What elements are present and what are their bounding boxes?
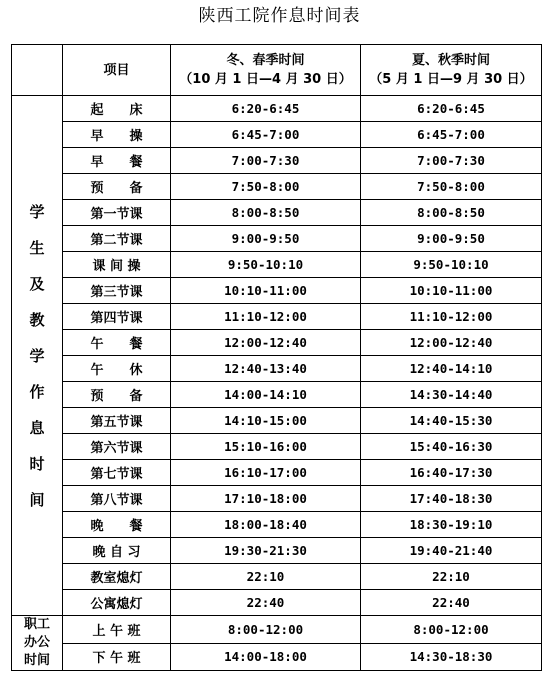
item-cell: 起 床 [63,96,171,122]
winter-time-cell: 9:50-10:10 [171,252,361,278]
winter-time-cell: 14:00-14:10 [171,382,361,408]
table-row [12,174,542,200]
winter-time-cell: 6:20-6:45 [171,96,361,122]
winter-time-cell: 14:10-15:00 [171,408,361,434]
summer-time-cell: 7:00-7:30 [361,148,542,174]
winter-time-cell: 11:10-12:00 [171,304,361,330]
header-summer-title: 夏、秋季时间 [411,53,490,68]
item-cell: 午 餐 [63,330,171,356]
summer-time-cell: 8:00-12:00 [361,616,542,644]
group-students-char: 时 [29,454,45,473]
group-students-char: 教 [29,310,45,329]
summer-time-cell: 6:45-7:00 [361,122,542,148]
table-row [12,460,542,486]
item-cell: 第二节课 [63,226,171,252]
table-row [12,278,542,304]
winter-time-cell: 22:10 [171,564,361,590]
winter-time-cell: 8:00-12:00 [171,616,361,644]
summer-time-cell: 22:40 [361,590,542,616]
summer-time-cell: 16:40-17:30 [361,460,542,486]
table-row [12,200,542,226]
winter-time-cell: 9:00-9:50 [171,226,361,252]
winter-time-cell: 15:10-16:00 [171,434,361,460]
item-cell: 公寓熄灯 [63,590,171,616]
summer-time-cell: 6:20-6:45 [361,96,542,122]
table-row [12,643,542,671]
group-students-char: 息 [29,418,45,437]
item-cell: 课 间 操 [63,252,171,278]
group-students-char: 及 [29,274,45,293]
item-cell: 预 备 [63,174,171,200]
winter-time-cell: 12:40-13:40 [171,356,361,382]
header-winter-range: （10 月 1 日—4 月 30 日） [179,72,352,87]
summer-time-cell: 12:00-12:40 [361,330,542,356]
summer-time-cell: 11:10-12:00 [361,304,542,330]
group-students-char: 生 [29,238,45,257]
item-cell: 预 备 [63,382,171,408]
group-students-char: 作 [29,382,45,401]
item-cell: 晚 自 习 [63,538,171,564]
winter-time-cell: 22:40 [171,590,361,616]
summer-time-cell: 9:50-10:10 [361,252,542,278]
schedule-table [11,44,542,671]
summer-time-cell: 17:40-18:30 [361,486,542,512]
item-cell: 第五节课 [63,408,171,434]
item-cell: 第八节课 [63,486,171,512]
item-cell: 午 休 [63,356,171,382]
summer-time-cell: 22:10 [361,564,542,590]
item-cell: 第四节课 [63,304,171,330]
winter-time-cell: 18:00-18:40 [171,512,361,538]
winter-time-cell: 7:00-7:30 [171,148,361,174]
table-row [12,408,542,434]
page-title: 陕西工院作息时间表 [198,6,361,26]
schedule-body [12,45,542,671]
winter-time-cell: 14:00-18:00 [171,643,361,671]
item-cell: 教室熄灯 [63,564,171,590]
summer-time-cell: 9:00-9:50 [361,226,542,252]
header-group-blank [12,45,63,96]
table-row [12,590,542,616]
group-label-students [12,96,63,616]
group-students-char: 学 [29,202,45,221]
winter-time-cell: 12:00-12:40 [171,330,361,356]
group-students-char: 学 [29,346,45,365]
summer-time-cell: 12:40-14:10 [361,356,542,382]
table-row [12,226,542,252]
item-cell: 早 操 [63,122,171,148]
header-summer [361,45,542,96]
table-row [12,486,542,512]
summer-time-cell: 7:50-8:00 [361,174,542,200]
summer-time-cell: 10:10-11:00 [361,278,542,304]
summer-time-cell: 8:00-8:50 [361,200,542,226]
table-row [12,564,542,590]
group-label-staff [12,616,63,671]
item-cell: 上 午 班 [63,616,171,644]
item-cell: 第七节课 [63,460,171,486]
table-row [12,148,542,174]
table-row [12,96,542,122]
header-item: 项目 [63,45,171,96]
table-row [12,252,542,278]
winter-time-cell: 10:10-11:00 [171,278,361,304]
item-cell: 第六节课 [63,434,171,460]
table-row [12,512,542,538]
header-summer-range: （5 月 1 日—9 月 30 日） [369,72,533,87]
item-cell: 第一节课 [63,200,171,226]
summer-time-cell: 14:30-14:40 [361,382,542,408]
winter-time-cell: 17:10-18:00 [171,486,361,512]
group-staff-line: 职工 [23,617,50,632]
table-row [12,538,542,564]
table-row [12,330,542,356]
item-cell: 晚 餐 [63,512,171,538]
summer-time-cell: 14:40-15:30 [361,408,542,434]
item-cell: 下 午 班 [63,643,171,671]
item-cell: 早 餐 [63,148,171,174]
table-row [12,122,542,148]
winter-time-cell: 7:50-8:00 [171,174,361,200]
winter-time-cell: 16:10-17:00 [171,460,361,486]
summer-time-cell: 15:40-16:30 [361,434,542,460]
header-row [12,45,542,96]
group-students-char: 间 [29,490,45,509]
table-row [12,304,542,330]
item-cell: 第三节课 [63,278,171,304]
group-staff-line: 时间 [23,653,50,668]
header-winter [171,45,361,96]
table-row [12,356,542,382]
group-staff-line: 办公 [23,635,50,650]
summer-time-cell: 18:30-19:10 [361,512,542,538]
winter-time-cell: 6:45-7:00 [171,122,361,148]
winter-time-cell: 19:30-21:30 [171,538,361,564]
summer-time-cell: 14:30-18:30 [361,643,542,671]
table-row [12,616,542,644]
header-winter-title: 冬、春季时间 [226,53,305,68]
table-row [12,434,542,460]
table-row [12,382,542,408]
summer-time-cell: 19:40-21:40 [361,538,542,564]
winter-time-cell: 8:00-8:50 [171,200,361,226]
